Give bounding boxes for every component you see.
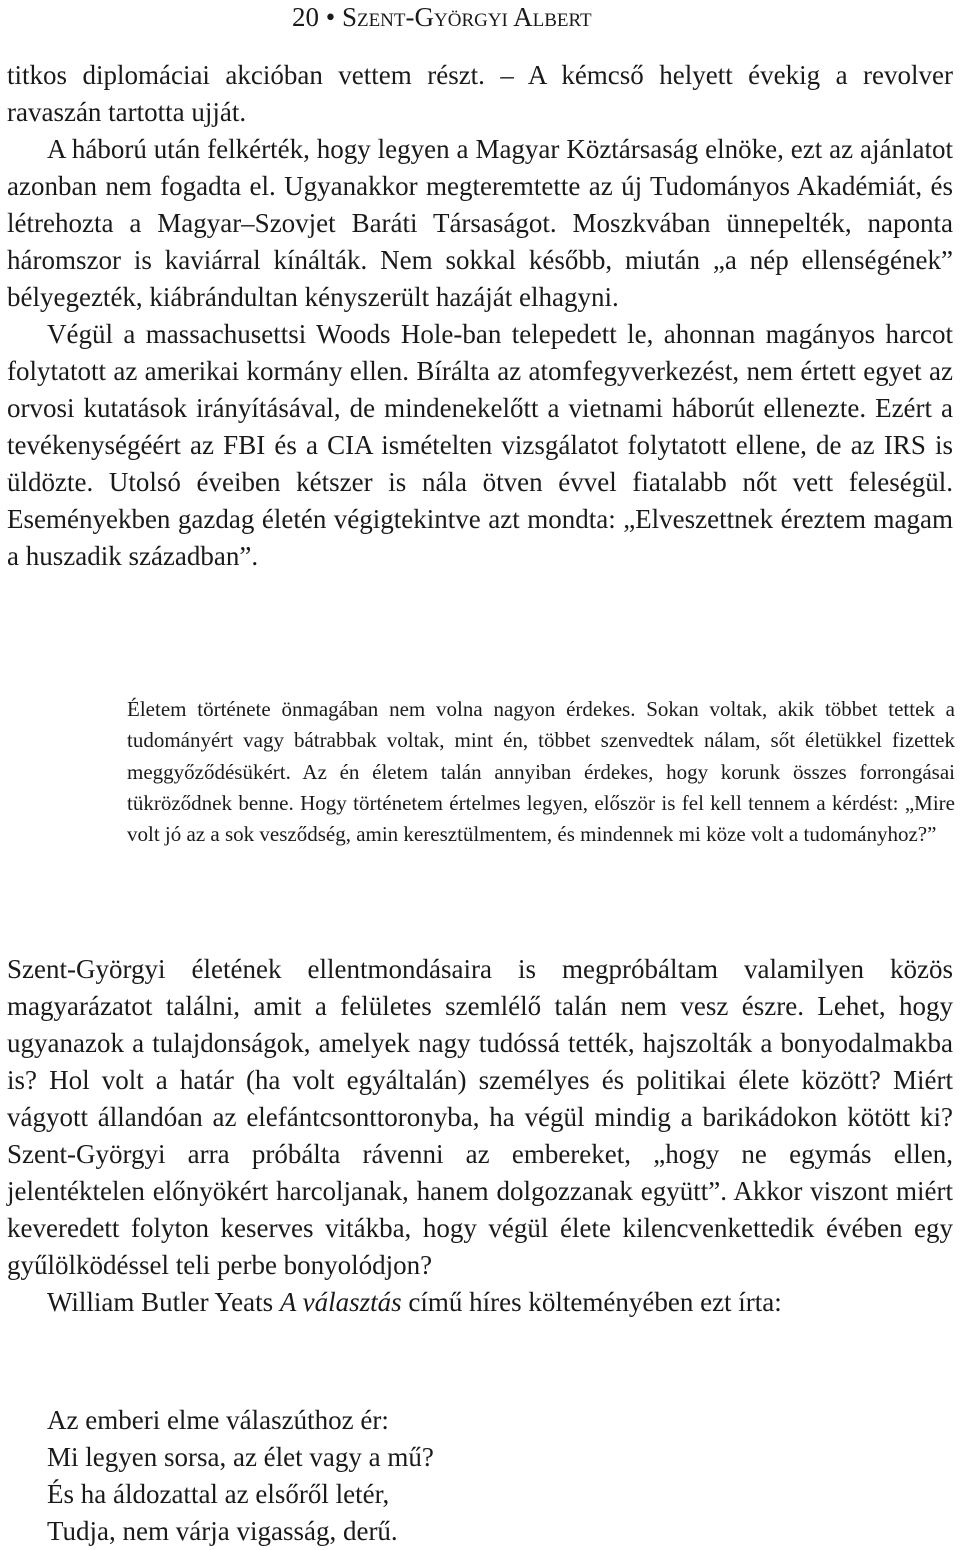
poem-stanza <box>47 1402 434 1550</box>
paragraph: titkos diplomáciai akcióban vettem részt. – A kémcső helyett évekig a revolver ravaszán tartotta ujját. <box>7 60 953 127</box>
poem-line: Tudja, nem várja vigasság, derű. <box>47 1516 398 1546</box>
quote-text: Életem története önmagában nem volna nagyon érdekes. Sokan voltak, akik többet tettek a tudományért vagy bátrabbak voltak, mint én, többet szenvedtek nálam, sőt életükkel fizettek meggyőződésükért. Az én életem talán annyiban érdekes, hogy korunk összes forrongásai tükröződnek benne. Hogy történetem értelmes legyen, először is fel kell tennem a kérdést: „Mire volt jó az a sok vesződség, amin keresztülmentem, és mindennek mi köze volt a tudományhoz?” <box>127 697 955 847</box>
text-run: William Butler Yeats <box>47 1287 280 1317</box>
block-quote <box>127 694 955 850</box>
paragraph: Végül a massachusettsi Woods Hole-ban telepedett le, ahonnan magányos harcot folytatott az amerikai kormány ellen. Bírálta az atomfegyverkezést, nem értett egyet az orvosi kutatások irányításával, de mindenekelőtt a vietnami háborút ellenezte. Ezért a tevékenységéért az FBI és a CIA ismételten vizsgálatot folytatott ellene, de az IRS is üldözte. Utolsó éveiben kétszer is nála ötven évvel fiatalabb nőt vett feleségül. Eseményekben gazdag életén végigtekintve azt mondta: „Elveszettnek éreztem magam a huszadik században”. <box>7 319 953 571</box>
poem-line: És ha áldozattal az elsőről letér, <box>47 1479 390 1509</box>
page-number: 20 <box>292 2 319 32</box>
text-run: című híres költeményében ezt írta: <box>401 1287 782 1317</box>
paragraph: Szent-Györgyi életének ellentmondásaira is megpróbáltam valamilyen közös magyarázatot találni, amit a felületes szemlélő talán nem vesz észre. Lehet, hogy ugyanazok a tulajdonságok, amelyek nagy tudóssá tették, hajszolták a bonyodalmakba is? Hol volt a határ (ha volt egyáltalán) személyes és politikai élete között? Miért vágyott állandóan az elefántcsonttoronyba, ha végül mindig a barikádokon kötött ki? Szent-Györgyi arra próbálta rávenni az embereket, „hogy ne egymás ellen, jelentéktelen előnyökért harcoljanak, hanem dolgozzanak együtt”. Akkor viszont miért keveredett folyton keserves vitákba, hogy végül élete kilencvenkettedik évében egy gyűlölködéssel teli perbe bonyolódjon? <box>7 954 953 1280</box>
paragraph: A háború után felkérték, hogy legyen a Magyar Köztársaság elnöke, ezt az ajánlatot azonban nem fogadta el. Ugyanakkor megteremtette az új Tudományos Akadémiát, és létrehozta a Magyar–Szovjet Baráti Társaságot. Moszkvában ünnepelték, naponta háromszor is kaviárral kínálták. Nem sokkal később, miután „a nép ellenségének” bélyegezték, kiábrándultan kényszerült hazáját elhagyni. <box>7 134 953 312</box>
poem-line: Mi legyen sorsa, az élet vagy a mű? <box>47 1442 434 1472</box>
running-head <box>292 0 592 34</box>
poem-title: A választás <box>279 1287 402 1317</box>
body-text-bottom <box>7 951 953 1321</box>
paragraph-yeats <box>7 1284 953 1321</box>
body-text-top <box>7 57 953 575</box>
poem-line: Az emberi elme válaszúthoz ér: <box>47 1405 389 1435</box>
bullet-separator: • <box>325 2 336 32</box>
running-title: Szent-Györgyi Albert <box>341 2 592 32</box>
